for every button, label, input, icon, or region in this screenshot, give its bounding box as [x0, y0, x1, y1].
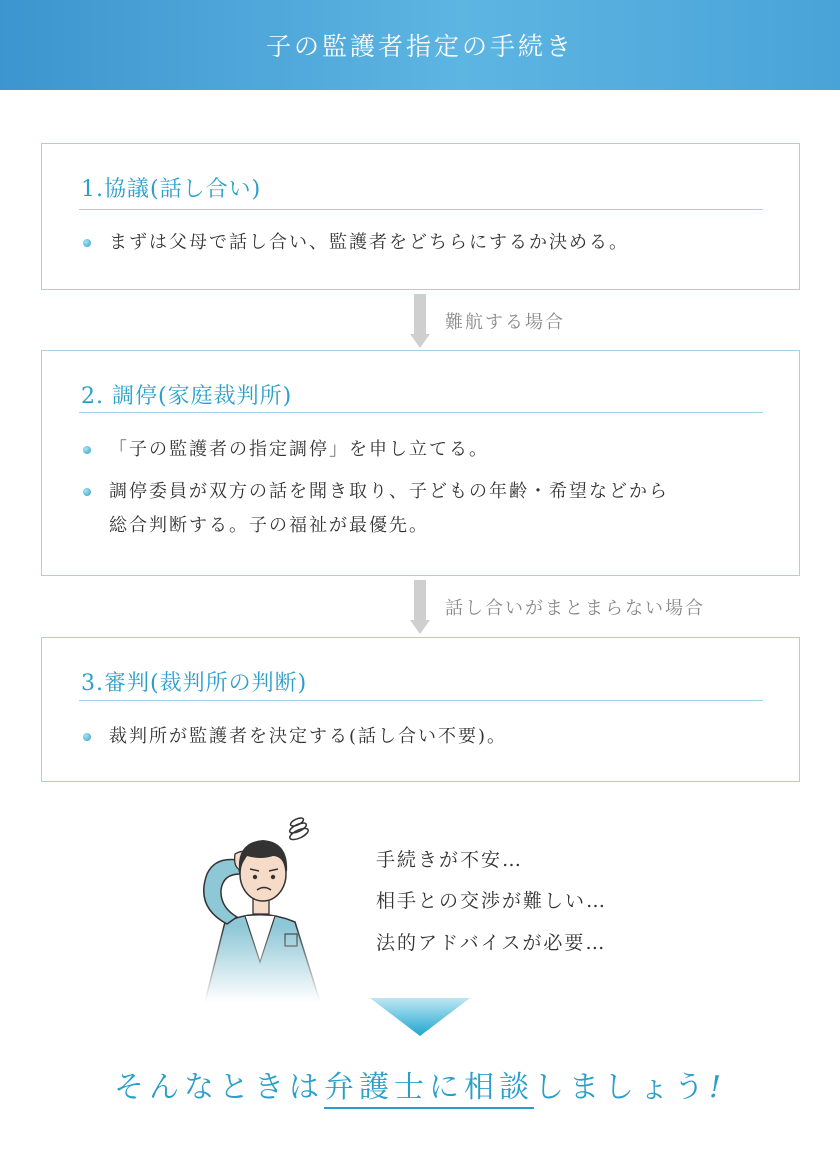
- worry-line-3: 法的アドバイスが必要…: [376, 932, 607, 954]
- cta-emphasis-2: 相談: [463, 1070, 534, 1105]
- cta-emphasis-1: 弁護士: [323, 1070, 429, 1105]
- worried-man-icon: [185, 812, 335, 1002]
- flow-arrow-1-shaft: [414, 294, 426, 336]
- step-2-bullet-1: 「子の監護者の指定調停」を申し立てる。: [109, 439, 489, 460]
- header-banner: [0, 0, 840, 90]
- down-chevron-icon: [370, 998, 470, 1036]
- cta-middle: に: [428, 1070, 464, 1105]
- step-box-2: [41, 350, 800, 576]
- worry-line-1: 手続きが不安…: [376, 849, 524, 871]
- step-rule-2: [79, 412, 763, 413]
- step-title-1: 1.協議(話し合い): [81, 177, 262, 202]
- step-1-bullet-1: まずは父母で話し合い、監護者をどちらにするか決める。: [109, 232, 629, 253]
- step-2-bullet-2: 調停委員が双方の話を聞き取り、子どもの年齢・希望などから: [109, 481, 669, 502]
- cta-suffix: しましょう: [533, 1070, 709, 1105]
- arrow-label-2: 話し合いがまとまらない場合: [445, 598, 705, 619]
- cta-exclamation: !: [708, 1070, 727, 1105]
- call-to-action: [0, 1062, 840, 1106]
- flow-arrow-2-icon: [410, 620, 430, 634]
- cta-emphasis-lawyer: [324, 1070, 534, 1109]
- bullet-dot-icon: [83, 239, 91, 247]
- cta-prefix: そんなときは: [113, 1070, 324, 1105]
- flow-arrow-2-shaft: [414, 580, 426, 622]
- step-box-3: [41, 637, 800, 782]
- step-box-1: [41, 143, 800, 290]
- bullet-dot-icon: [83, 733, 91, 741]
- flow-arrow-1-icon: [410, 334, 430, 348]
- step-rule-1: [79, 209, 763, 210]
- step-title-3: 3.審判(裁判所の判断): [81, 671, 308, 696]
- page-title: 子の監護者指定の手続き: [265, 32, 574, 61]
- worry-line-2: 相手との交渉が難しい…: [376, 890, 608, 912]
- step-3-bullet-1: 裁判所が監護者を決定する(話し合い不要)。: [109, 726, 508, 747]
- arrow-label-1: 難航する場合: [445, 312, 565, 333]
- bullet-dot-icon: [83, 488, 91, 496]
- bullet-dot-icon: [83, 446, 91, 454]
- step-2-bullet-2-cont: 総合判断する。子の福祉が最優先。: [109, 515, 429, 536]
- step-title-2: 2. 調停(家庭裁判所): [81, 384, 293, 409]
- step-rule-3: [79, 700, 763, 701]
